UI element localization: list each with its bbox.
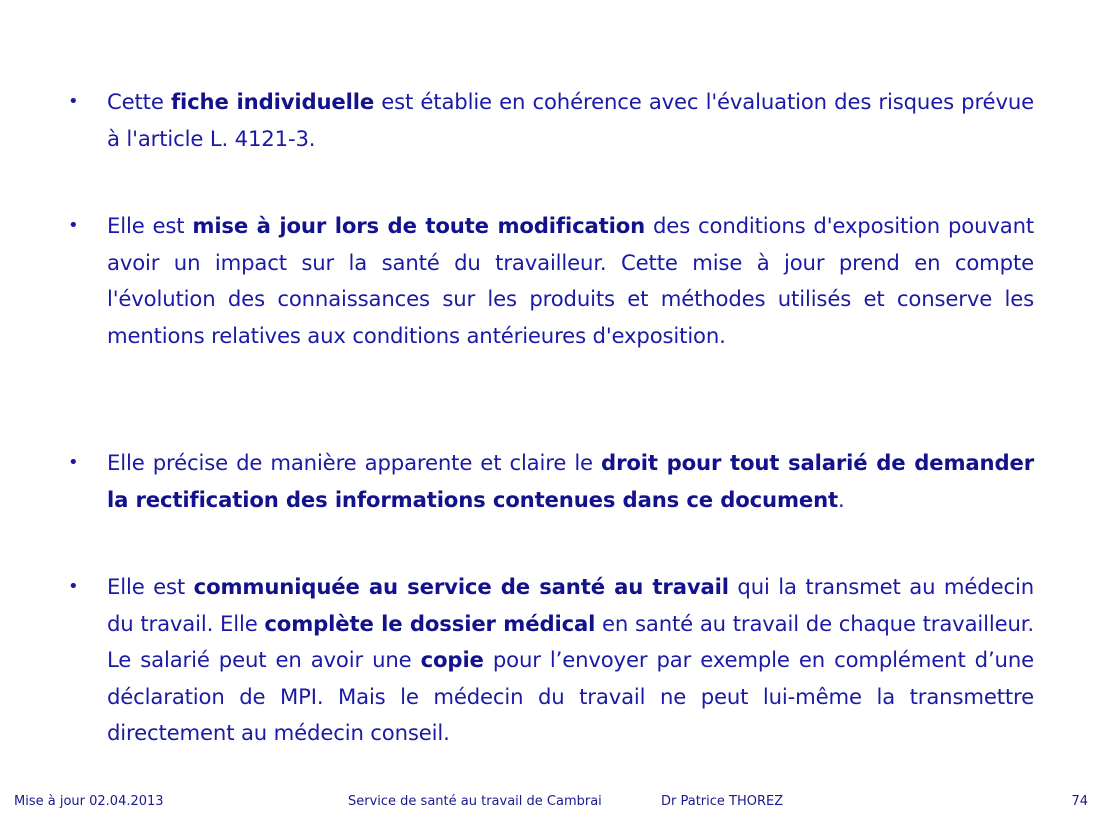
bullet-symbol: • [68, 215, 79, 236]
text-run: . [838, 486, 845, 512]
text-run: qui la transmet au médecin du travail. Elle [107, 574, 1034, 636]
bullet-item-1 [66, 84, 1034, 157]
bullet-text [107, 445, 1034, 518]
bullet-symbol: • [68, 91, 79, 112]
text-run: est établie en cohérence avec l'évaluation des risques prévue à l'article L. 4121-3. [107, 89, 1034, 151]
footer-update-label: Mise à jour [14, 794, 85, 809]
text-run-bold: mise à jour lors de toute modification [192, 213, 646, 238]
footer-update [14, 794, 164, 809]
text-run: pour l’envoyer par exemple en complément d’une déclaration de MPI. Mais le médecin du travail ne peut lui-même la transmettre directement au médecin conseil. [107, 647, 1034, 745]
text-run-bold: communiquée au service de santé au travail [193, 574, 729, 599]
bullet-symbol: • [68, 576, 79, 597]
bullet-text [107, 208, 1034, 354]
slide-footer [0, 794, 1100, 818]
bullet-text [107, 84, 1034, 157]
text-run: Cette [107, 89, 171, 114]
text-run-bold: fiche individuelle [170, 89, 375, 114]
footer-update-date: 02.04.2013 [89, 794, 164, 809]
text-run-bold: complète le dossier médical [264, 610, 596, 636]
text-run: Elle est [107, 574, 194, 599]
footer-author: Dr Patrice THOREZ [661, 794, 784, 809]
bullet-item-2 [66, 208, 1034, 354]
text-run: en santé au travail de chaque travailleur. Le salarié peut en avoir une [107, 610, 1034, 672]
bullet-item-3 [66, 445, 1034, 518]
footer-page-number: 74 [1071, 794, 1088, 809]
text-run: Elle précise de manière apparente et claire le [107, 450, 602, 475]
footer-service: Service de santé au travail de Cambrai [348, 794, 602, 809]
text-run: Elle est [107, 213, 193, 238]
bullet-item-4 [66, 569, 1034, 752]
bullet-text [107, 569, 1034, 752]
text-run-bold: droit pour tout salarié de demander la rectification des informations contenues dans ce document [107, 450, 1034, 512]
bullet-symbol: • [68, 452, 79, 473]
text-run: des conditions d'exposition pouvant avoir un impact sur la santé du travailleur. Cette mise à jour prend en compte l'évolution des connaissances sur les produits et méthodes utilisés et conserve les mentions relatives aux conditions antérieures d'exposition. [107, 213, 1035, 348]
text-run-bold: copie [420, 647, 484, 672]
